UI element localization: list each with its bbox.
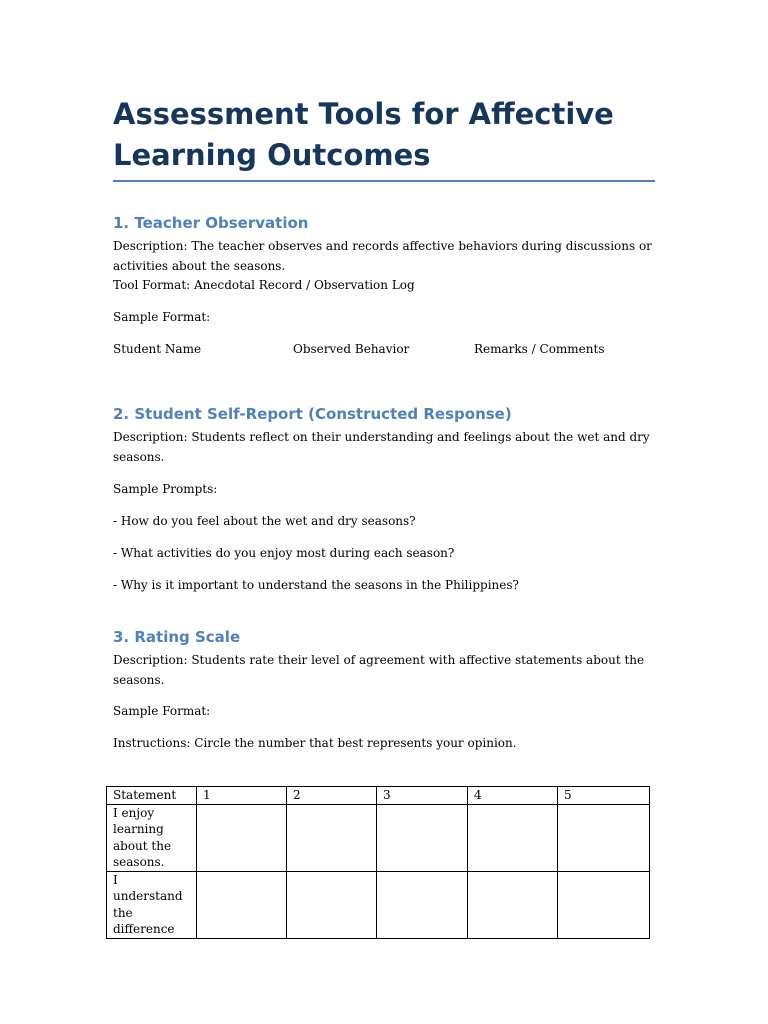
table-row bbox=[107, 804, 650, 871]
prompt-item: - Why is it important to understand the seasons in the Philippines? bbox=[113, 578, 519, 592]
section-1-heading: 1. Teacher Observation bbox=[113, 214, 309, 232]
prompt-item: - What activities do you enjoy most during each season? bbox=[113, 546, 455, 560]
table-header-cell: Statement bbox=[107, 787, 197, 805]
statement-cell: I enjoy learning about the seasons. bbox=[107, 804, 197, 871]
section-3-heading: 3. Rating Scale bbox=[113, 628, 241, 646]
section-2-sample-prompts: Sample Prompts: bbox=[113, 482, 218, 496]
section-1-description: Description: The teacher observes and records affective behaviors during discussions or activities about the seasons. bbox=[113, 239, 652, 273]
table-header-cell: 1 bbox=[197, 787, 287, 805]
section-3-instructions: Instructions: Circle the number that best represents your opinion. bbox=[113, 736, 517, 750]
section-1-sample-format: Sample Format: bbox=[113, 310, 211, 324]
rating-cell bbox=[558, 804, 650, 871]
rating-cell bbox=[468, 804, 558, 871]
rating-cell bbox=[468, 871, 558, 938]
section-3-sample-format: Sample Format: bbox=[113, 704, 211, 718]
document-title: Assessment Tools for Affective Learning Outcomes bbox=[113, 97, 614, 172]
table-row bbox=[107, 871, 650, 938]
rating-cell bbox=[377, 871, 468, 938]
table-header-cell: 4 bbox=[468, 787, 558, 805]
prompt-item: - How do you feel about the wet and dry seasons? bbox=[113, 514, 416, 528]
column-observed-behavior: Observed Behavior bbox=[293, 342, 410, 356]
statement-cell: I understand the difference bbox=[107, 871, 197, 938]
rating-cell bbox=[558, 871, 650, 938]
rating-cell bbox=[197, 804, 287, 871]
section-1-tool-format: Tool Format: Anecdotal Record / Observation Log bbox=[113, 278, 415, 292]
column-student-name: Student Name bbox=[113, 342, 202, 356]
table-header-cell: 3 bbox=[377, 787, 468, 805]
section-3-description: Description: Students rate their level of agreement with affective statements about the seasons. bbox=[113, 653, 645, 687]
rating-cell bbox=[197, 871, 287, 938]
table-header-cell: 2 bbox=[287, 787, 377, 805]
rating-scale-table bbox=[106, 786, 650, 939]
column-remarks: Remarks / Comments bbox=[474, 342, 605, 356]
table-header-row bbox=[107, 787, 650, 805]
table-header-cell: 5 bbox=[558, 787, 650, 805]
section-2-heading: 2. Student Self-Report (Constructed Response) bbox=[113, 405, 512, 423]
rating-cell bbox=[287, 871, 377, 938]
rating-cell bbox=[377, 804, 468, 871]
rating-cell bbox=[287, 804, 377, 871]
section-2-description: Description: Students reflect on their understanding and feelings about the wet and dry seasons. bbox=[113, 430, 650, 464]
title-underline bbox=[113, 180, 655, 182]
